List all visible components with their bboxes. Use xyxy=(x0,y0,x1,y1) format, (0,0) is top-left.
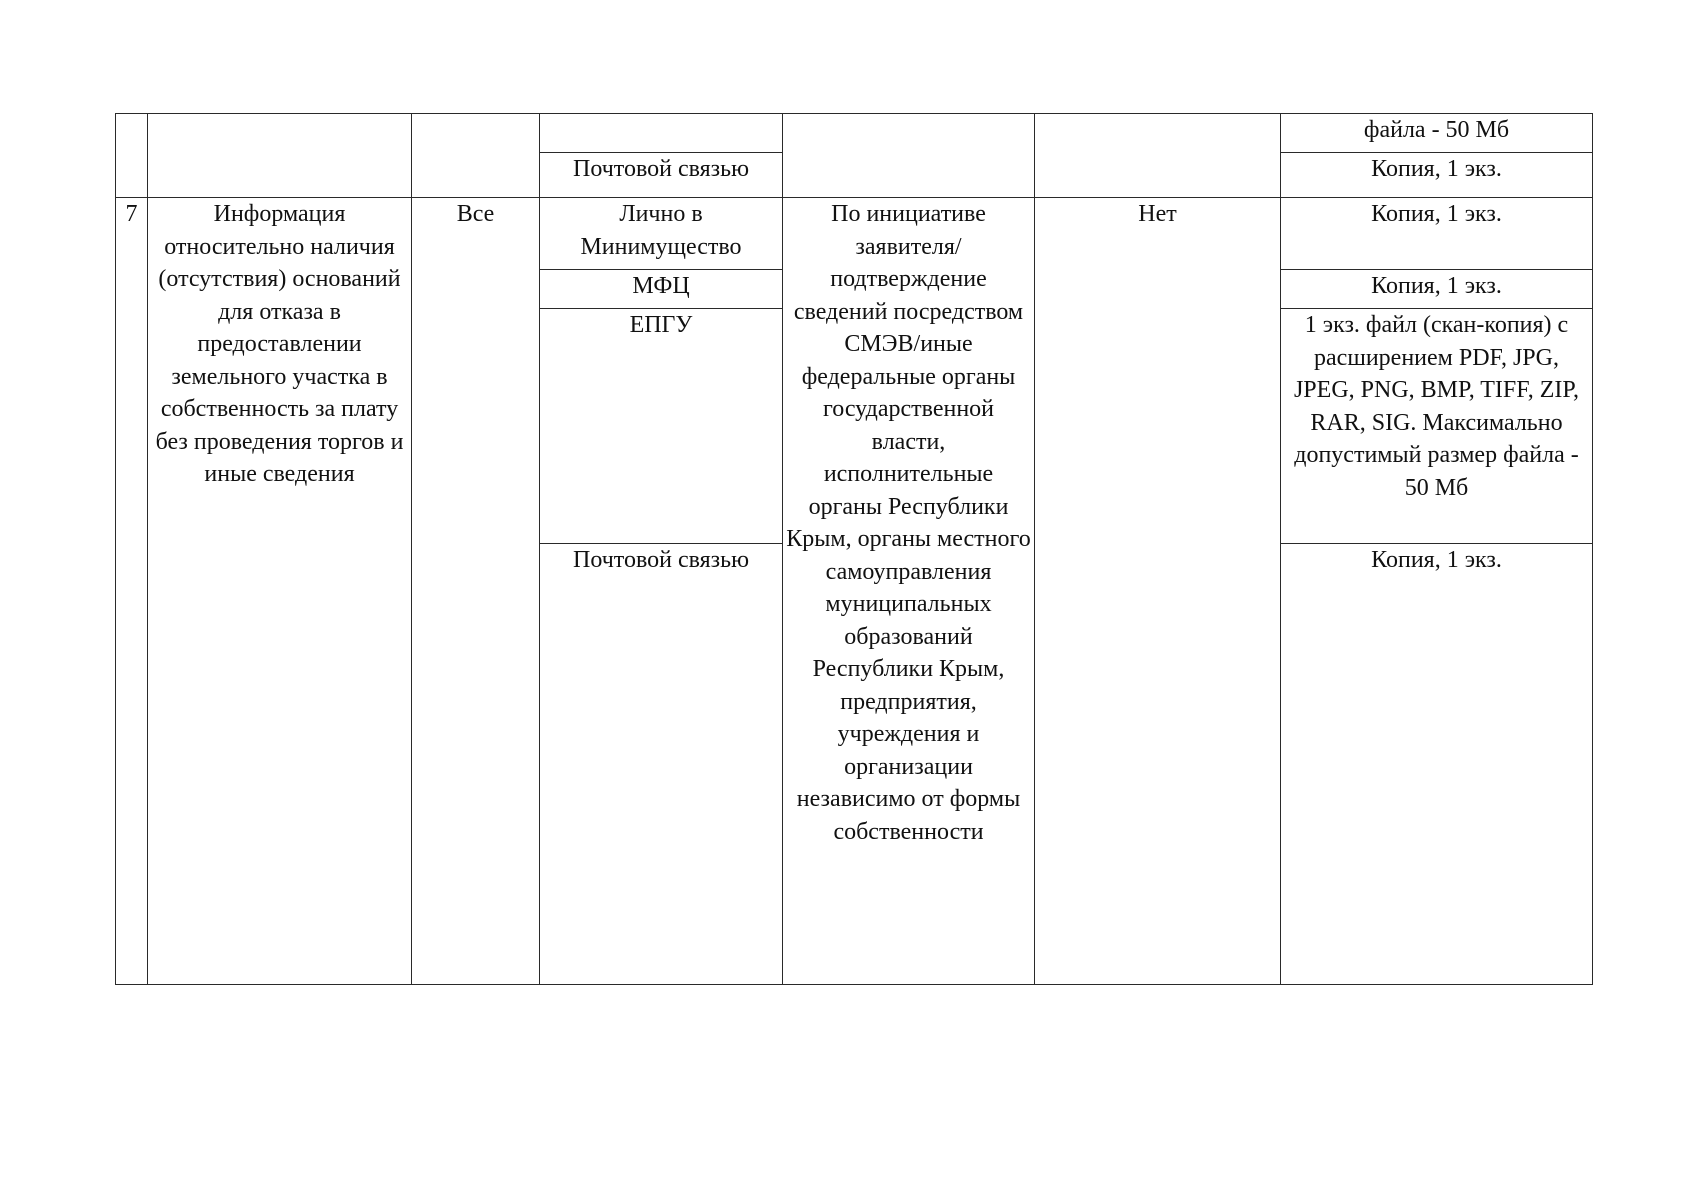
method-mfc: МФЦ xyxy=(540,270,783,309)
required-cell: Нет xyxy=(1035,198,1281,985)
document-name-cell: Информация относительно наличия (отсутствия) оснований для отказа в предоставлении земельного участка в собственность за плату без проведения торгов и иные сведения xyxy=(148,198,412,985)
prev-form-cell-bottom: Копия, 1 экз. xyxy=(1281,153,1593,198)
prev-method-cell-empty xyxy=(540,114,783,153)
form-epgu: 1 экз. файл (скан-копия) с расширением PDF, JPG, JPEG, PNG, BMP, TIFF, ZIP, RAR, SIG. Максимально допустимый размер файла - 50 Мб xyxy=(1281,309,1593,544)
form-mfc: Копия, 1 экз. xyxy=(1281,270,1593,309)
method-epgu: ЕПГУ xyxy=(540,309,783,544)
prev-required-cell xyxy=(1035,114,1281,198)
row-number: 7 xyxy=(116,198,148,985)
method-post: Почтовой связью xyxy=(540,544,783,985)
prev-name-cell xyxy=(148,114,412,198)
method-personal: Лично в Минимущество xyxy=(540,198,783,270)
prev-number-cell xyxy=(116,114,148,198)
documents-table xyxy=(115,113,1593,985)
table-row-7-personal xyxy=(116,198,1593,270)
prev-source-cell xyxy=(783,114,1035,198)
source-cell: По инициативе заявителя/ подтверждение сведений посредством СМЭВ/иные федеральные органы государственной власти, исполнительные органы Республики Крым, органы местного самоуправления муниципальных образований Республики Крым, предприятия, учреждения и организации независимо от формы собственности xyxy=(783,198,1035,985)
table-row-prev-top xyxy=(116,114,1593,153)
form-personal: Копия, 1 экз. xyxy=(1281,198,1593,270)
prev-method-cell-post: Почтовой связью xyxy=(540,153,783,198)
form-post: Копия, 1 экз. xyxy=(1281,544,1593,985)
prev-form-cell-top: файла - 50 Мб xyxy=(1281,114,1593,153)
prev-category-cell xyxy=(412,114,540,198)
category-cell: Все xyxy=(412,198,540,985)
